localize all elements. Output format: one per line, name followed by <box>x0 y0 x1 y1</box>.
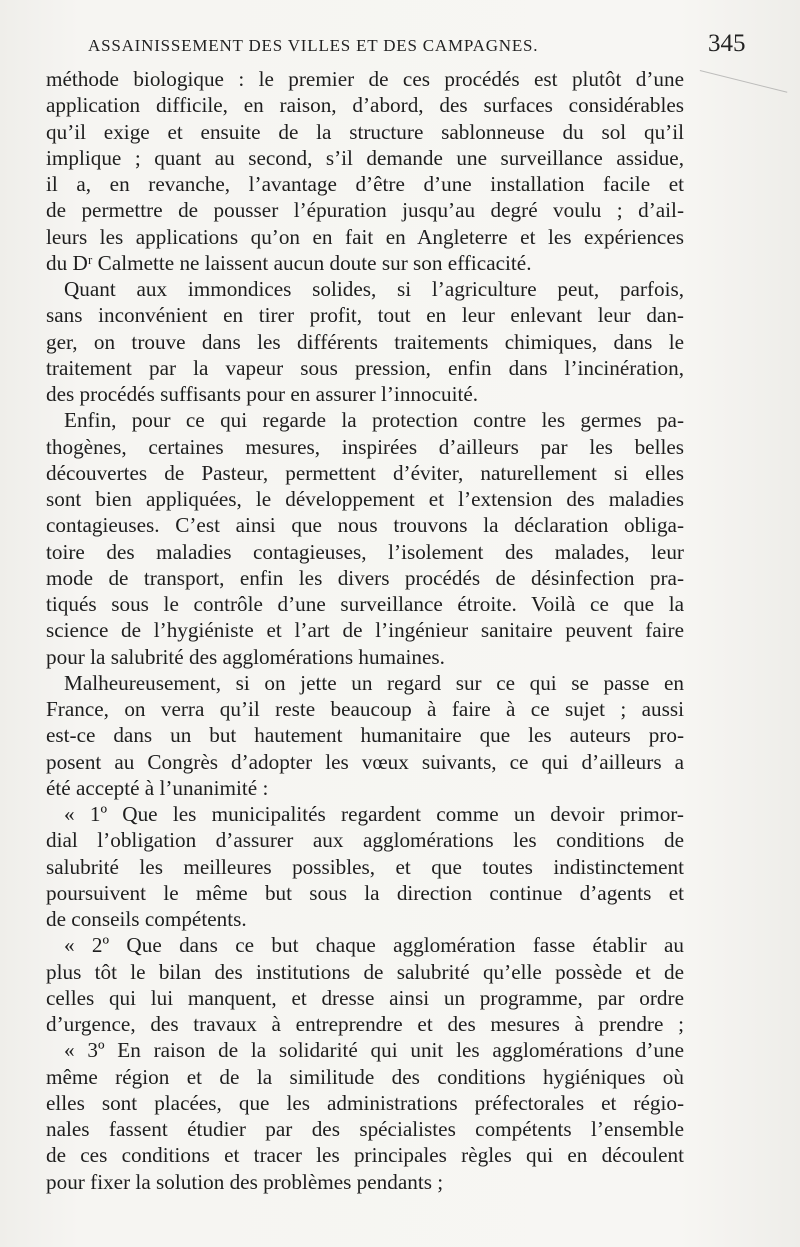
text-line: qu’il exige et ensuite de la structure sablonneuse du sol qu’il <box>46 119 684 144</box>
text-line: plus tôt le bilan des institutions de salubrité qu’elle possède et de <box>46 959 684 984</box>
text-line: traitement par la vapeur sous pression, enfin dans l’incinération, <box>46 355 684 380</box>
text-line: science de l’hygiéniste et l’art de l’ingénieur sanitaire peuvent faire <box>46 618 684 643</box>
text-line: salubrité les meilleures possibles, et que toutes indistinctement <box>46 854 684 879</box>
page-edge-mark <box>693 70 788 122</box>
text-line: ger, on trouve dans les différents traitements chimiques, dans le <box>46 329 684 354</box>
text-line: « 3º En raison de la solidarité qui unit les agglomérations d’une <box>64 1038 684 1063</box>
text-line: contagieuses. C’est ainsi que nous trouvons la déclaration obliga- <box>46 513 684 538</box>
text-line: leurs les applications qu’on en fait en Angleterre et les expériences <box>46 224 684 249</box>
text-line: « 1º Que les municipalités regardent comme un devoir primor- <box>64 802 684 826</box>
text-line: Enfin, pour ce qui regarde la protection contre les germes pa- <box>64 408 684 433</box>
text-line: de ces conditions et tracer les principales règles qui en découlent <box>46 1143 684 1168</box>
text-line: de permettre de pousser l’épuration jusqu’au degré voulu ; d’ail- <box>46 198 684 223</box>
text-line: « 2º Que dans ce but chaque agglomération fasse établir au <box>64 933 684 958</box>
text-line: sans inconvénient en tirer profit, tout en leur enlevant leur dan- <box>46 303 684 328</box>
text-line: découvertes de Pasteur, permettent d’éviter, naturellement si elles <box>46 460 684 485</box>
text-line: méthode biologique : le premier de ces procédés est plutôt d’une <box>46 67 684 91</box>
text-line: tiqués sous le contrôle d’une surveillance étroite. Voilà ce que la <box>46 592 684 616</box>
text-line: d’urgence, des travaux à entreprendre et des mesures à prendre ; <box>46 1012 684 1036</box>
text-line: pour fixer la solution des problèmes pendants ; <box>46 1169 444 1194</box>
text-line: pour la salubrité des agglomérations humaines. <box>46 644 445 669</box>
text-line: il a, en revanche, l’avantage d’être d’une installation facile et <box>46 172 684 196</box>
body-text <box>46 66 684 1195</box>
text-line: implique ; quant au second, s’il demande une surveillance assidue, <box>46 145 684 170</box>
text-line: France, on verra qu’il reste beaucoup à faire à ce sujet ; aussi <box>46 697 684 721</box>
paragraph <box>46 66 684 276</box>
running-head <box>88 32 788 66</box>
text-line: de conseils compétents. <box>46 907 247 931</box>
text-line: toire des maladies contagieuses, l’isolement des malades, leur <box>46 539 684 564</box>
page-number: 345 <box>708 30 746 57</box>
paragraph <box>46 407 684 670</box>
text-line: sont bien appliquées, le développement et l’extension des maladies <box>46 487 684 511</box>
text-line: du Dʳ Calmette ne laissent aucun doute sur son efficacité. <box>46 250 532 275</box>
text-line: est-ce dans un but hautement humanitaire que les auteurs pro- <box>46 723 684 748</box>
paragraph <box>46 801 684 932</box>
text-line: des procédés suffisants pour en assurer l’innocuité. <box>46 382 479 406</box>
text-line: même région et de la similitude des conditions hygiéniques où <box>46 1064 684 1089</box>
text-line: dial l’obligation d’assurer aux agglomérations les conditions de <box>46 828 684 853</box>
text-line: posent au Congrès d’adopter les vœux suivants, ce qui d’ailleurs a <box>46 749 684 774</box>
paragraph <box>46 670 684 801</box>
text-line: été accepté à l’unanimité : <box>46 775 269 800</box>
paragraph <box>46 1037 684 1195</box>
running-title: ASSAINISSEMENT DES VILLES ET DES CAMPAGNES. <box>88 36 539 55</box>
text-line: celles qui lui manquent, et dresse ainsi un programme, par ordre <box>46 985 684 1010</box>
text-line: poursuivent le même but sous la direction continue d’agents et <box>46 880 684 905</box>
text-line: elles sont placées, que les administrations préfectorales et régio- <box>46 1090 684 1115</box>
text-line: mode de transport, enfin les divers procédés de désinfection pra- <box>46 565 684 590</box>
text-line: application difficile, en raison, d’abord, des surfaces considérables <box>46 93 684 118</box>
text-line: thogènes, certaines mesures, inspirées d’ailleurs par les belles <box>46 434 684 459</box>
text-line: nales fassent étudier par des spécialistes compétents l’ensemble <box>46 1117 684 1141</box>
text-line: Malheureusement, si on jette un regard sur ce qui se passe en <box>64 670 684 695</box>
text-line: Quant aux immondices solides, si l’agriculture peut, parfois, <box>64 277 684 301</box>
paragraph <box>46 276 684 407</box>
paragraph <box>46 932 684 1037</box>
